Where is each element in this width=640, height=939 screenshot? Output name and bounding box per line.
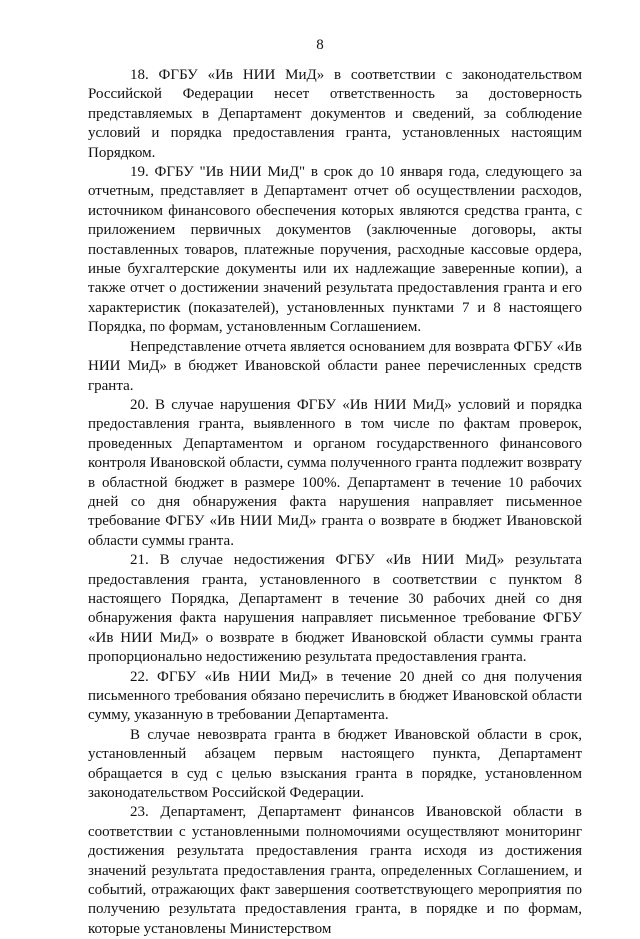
paragraph-23: 23. Департамент, Департамент финансов Ивановской области в соответствии с установленными полномочиями осуществляют мониторинг достижения результата предоставления гранта исходя из достижения значений результата предоставления гранта, определенных Соглашением, и событий, отражающих факт завершения соответствующего мероприятия по получению результата предоставления гранта, в порядке и по формам, которые установлены Министерством <box>88 804 582 937</box>
document-body <box>88 66 582 939</box>
paragraph-19-note: Непредставление отчета является основанием для возврата ФГБУ «Ив НИИ МиД» в бюджет Ивановской области ранее перечисленных средств гранта. <box>88 338 582 394</box>
paragraph-21: 21. В случае недостижения ФГБУ «Ив НИИ МиД» результата предоставления гранта, установленного в соответствии с пунктом 8 настоящего Порядка, Департамент в течение 30 рабочих дней со дня обнаружения факта нарушения направляет письменное требование ФГБУ «Ив НИИ МиД» о возврате в бюджет Ивановской области суммы гранта пропорционально недостижению результата предоставления гранта. <box>88 552 582 666</box>
page-number: 8 <box>316 37 324 53</box>
paragraph-22-note: В случае невозврата гранта в бюджет Ивановской области в срок, установленный абзацем первым настоящего пункта, Департамент обращается в суд с целью взыскания гранта в порядке, установленном законодательством Российской Федерации. <box>88 726 582 802</box>
paragraph-20: 20. В случае нарушения ФГБУ «Ив НИИ МиД» условий и порядка предоставления гранта, выявленного в том числе по фактам проверок, проведенных Департаментом и органом государственного финансового контроля Ивановской области, сумма полученного гранта подлежит возврату в областной бюджет в размере 100%. Департамент в течение 10 рабочих дней со дня обнаружения факта нарушения направляет письменное требование ФГБУ «Ив НИИ МиД» гранта о возврате в бюджет Ивановской области суммы гранта. <box>88 396 582 549</box>
paragraph-19: 19. ФГБУ "Ив НИИ МиД" в срок до 10 января года, следующего за отчетным, представляет в Департамент отчет об осуществлении расходов, источником финансового обеспечения которых являются средства гранта, с приложением первичных документов (заключенные договоры, акты поставленных товаров, платежные поручения, расходные кассовые ордера, иные бухгалтерские документы или их надлежащие заверенные копии), а также отчет о достижении значений результата предоставления гранта и его характеристик (показателей), установленных пунктами 7 и 8 настоящего Порядка, по формам, установленным Соглашением. <box>88 164 582 336</box>
paragraph-18: 18. ФГБУ «Ив НИИ МиД» в соответствии с законодательством Российской Федерации несет ответственность за достоверность представляемых в Департамент документов и сведений, за соблюдение условий и порядка предоставления гранта, установленных настоящим Порядком. <box>88 67 582 161</box>
paragraph-22: 22. ФГБУ «Ив НИИ МиД» в течение 20 дней со дня получения письменного требования обязано перечислить в бюджет Ивановской области сумму, указанную в требовании Департамента. <box>88 668 582 724</box>
